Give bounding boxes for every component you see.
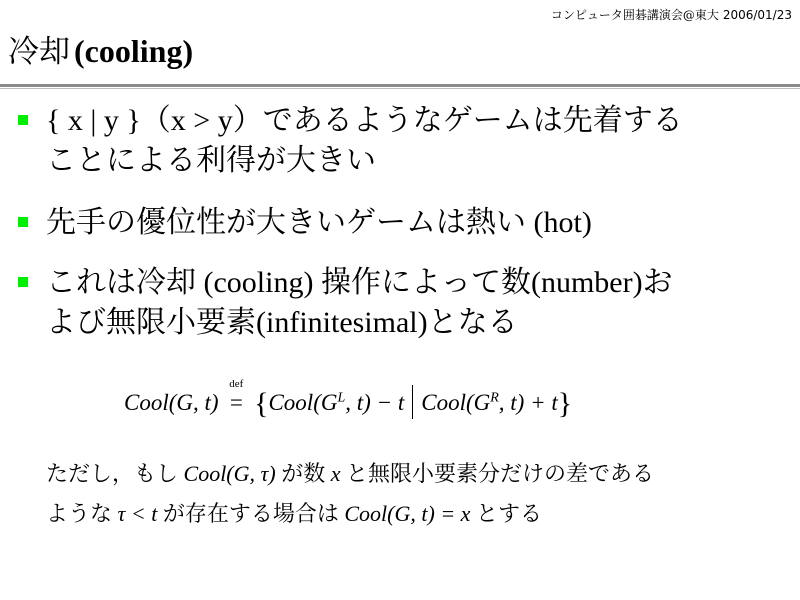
formula-left-a: Cool(G (268, 390, 338, 415)
bullet3-en-c: (infinitesimal) (256, 306, 428, 339)
note1-text-a: ただし，もし (46, 462, 179, 487)
equals-sign: = (229, 390, 243, 415)
bullet1-math: { x | y }（x > y） (46, 104, 263, 137)
left-brace: { (254, 387, 269, 420)
note-line-2 (46, 497, 542, 528)
bullet3-en-b: (number) (530, 266, 643, 299)
slide-title (8, 26, 193, 71)
bullet3-text-d: よび無限小要素 (46, 305, 256, 340)
note1-math-a: Cool(G, τ) (183, 461, 276, 486)
bullet3-text-c: お (642, 265, 673, 300)
note2-text-c: とする (475, 502, 542, 527)
note2-text-b: が存在する場合は (162, 502, 339, 527)
title-divider (0, 84, 800, 87)
right-brace: } (557, 387, 573, 420)
formula-lhs: Cool(G, t) (124, 390, 219, 415)
formula-left-b: , t) − t (345, 390, 405, 415)
note1-text-c: と無限小要素分だけの差である (346, 462, 655, 487)
bullet-marker (18, 277, 28, 287)
note1-text-b: が数 (281, 462, 326, 487)
def-label: def (229, 378, 244, 390)
cool-definition-formula (124, 378, 573, 421)
bullet3-text-e: となる (427, 305, 518, 340)
bullet-cooling (18, 263, 798, 343)
title-en: (cooling) (74, 33, 194, 69)
bullet3-text-a: これは冷却 (46, 265, 196, 300)
formula-right-b: , t) + t (498, 390, 558, 415)
formula-right-a: Cool(G (421, 390, 491, 415)
bullet1-text-b: ことによる利得が大きい (46, 143, 376, 178)
defined-as-symbol (224, 378, 248, 416)
bullet-hot-games (18, 101, 798, 181)
formula-right-sup: R (490, 390, 499, 406)
bullet2-text: 先手の優位性が大きいゲームは熱い (46, 205, 526, 240)
formula-left-sup: L (337, 390, 346, 406)
note2-text-a: ような (46, 502, 113, 527)
note1-math-b: x (330, 461, 341, 486)
bullet1-text-a: であるようなゲームは先着する (262, 103, 683, 138)
title-divider-shadow (0, 88, 800, 89)
note-line-1 (46, 457, 654, 488)
header-note (551, 6, 792, 23)
bullet2-en: (hot) (533, 206, 592, 239)
bullet3-text-b: 操作によって数 (320, 265, 531, 300)
bullet3-en-a: (cooling) (203, 266, 314, 299)
bullet-marker (18, 115, 28, 125)
note2-math-a: τ < t (117, 501, 158, 526)
organization-label: コンピュータ囲碁講演会@東大 (550, 8, 719, 22)
option-separator (412, 385, 413, 419)
note2-math-b: Cool(G, t) = x (344, 501, 471, 526)
bullet-marker (18, 217, 28, 227)
title-jp: 冷却 (8, 34, 70, 70)
date-label: 2006/01/23 (722, 8, 792, 22)
bullet-advantage (18, 203, 798, 243)
